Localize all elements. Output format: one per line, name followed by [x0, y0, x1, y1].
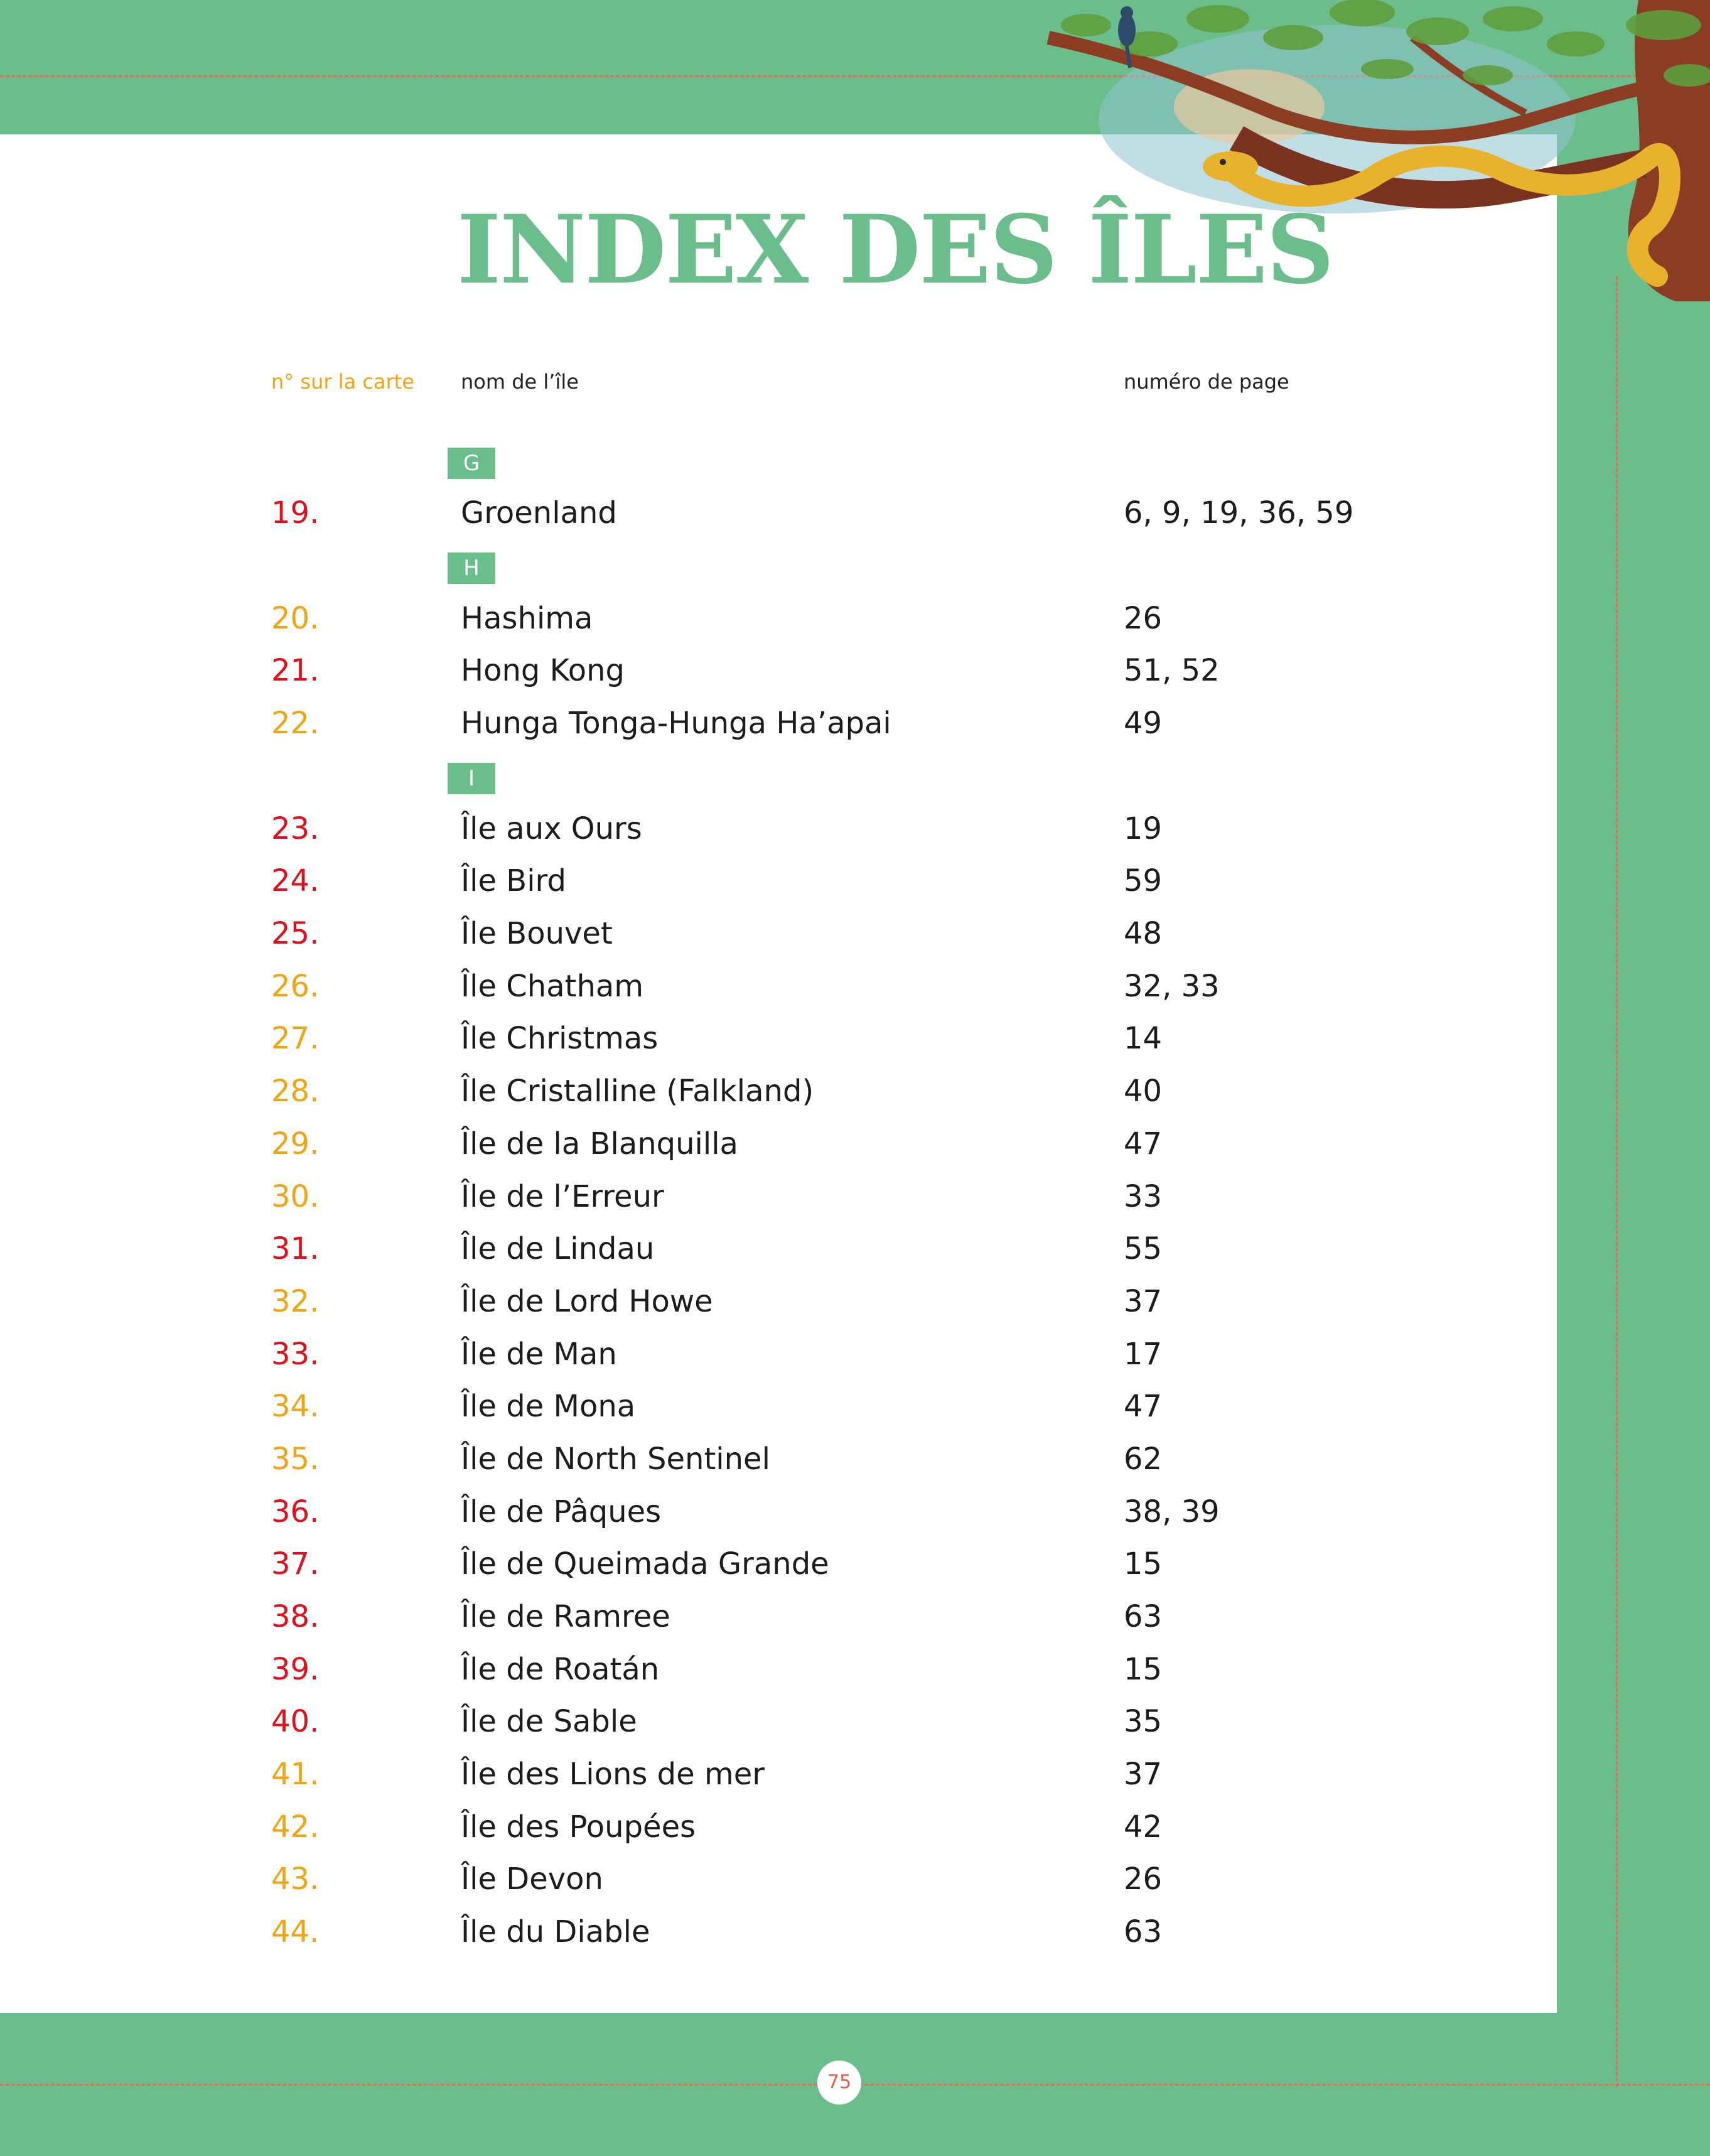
index-entry: [0, 964, 1444, 1008]
header-page-number: numéro de page: [1124, 370, 1289, 394]
snake-eye: [1220, 159, 1226, 165]
entry-page-numbers: 6, 9, 19, 36, 59: [1124, 495, 1354, 531]
entry-map-number: 23.: [271, 811, 320, 846]
index-entry: [0, 1595, 1444, 1639]
index-entry: [0, 1910, 1444, 1954]
index-entry: [0, 701, 1444, 745]
entry-map-number: 36.: [271, 1494, 320, 1529]
entry-island-name: Île de Roatán: [461, 1652, 660, 1687]
entry-island-name: Île du Diable: [461, 1914, 650, 1949]
entry-island-name: Île de Mona: [461, 1389, 636, 1424]
entry-page-numbers: 62: [1124, 1442, 1163, 1477]
entry-island-name: Hong Kong: [461, 653, 625, 688]
entry-map-number: 40.: [271, 1704, 320, 1739]
entry-island-name: Hashima: [461, 601, 593, 636]
index-entry: [0, 1805, 1444, 1849]
entry-island-name: Île de l’Erreur: [461, 1179, 664, 1214]
entry-island-name: Île de Man: [461, 1337, 617, 1372]
index-entry: [0, 912, 1444, 956]
index-entry: [0, 491, 1444, 535]
entry-map-number: 30.: [271, 1179, 320, 1214]
entry-island-name: Île aux Ours: [461, 811, 642, 846]
entry-island-name: Île de Ramree: [461, 1599, 670, 1634]
index-entry: [0, 1490, 1444, 1534]
entry-page-numbers: 35: [1124, 1704, 1163, 1739]
entry-map-number: 22.: [271, 706, 320, 741]
index-entry: [0, 1384, 1444, 1428]
entry-map-number: 39.: [271, 1652, 320, 1687]
entry-island-name: Île de Queimada Grande: [461, 1546, 829, 1582]
entry-page-numbers: 33: [1124, 1179, 1163, 1214]
entry-map-number: 44.: [271, 1914, 320, 1949]
entry-map-number: 19.: [271, 495, 320, 531]
index-entry: [0, 1175, 1444, 1219]
letter-badge-i: I: [448, 763, 495, 794]
entry-page-numbers: 49: [1124, 706, 1163, 741]
entry-island-name: Île des Poupées: [461, 1809, 696, 1845]
entry-island-name: Île des Lions de mer: [461, 1757, 765, 1792]
entry-page-numbers: 59: [1124, 863, 1163, 898]
entry-island-name: Île de Pâques: [461, 1494, 662, 1529]
entry-island-name: Île de Lindau: [461, 1231, 655, 1266]
entry-page-numbers: 51, 52: [1124, 653, 1220, 688]
entry-page-numbers: 37: [1124, 1284, 1163, 1319]
entry-map-number: 42.: [271, 1809, 320, 1845]
entry-page-numbers: 32, 33: [1124, 969, 1220, 1004]
entry-island-name: Île Cristalline (Falkland): [461, 1074, 814, 1109]
entry-island-name: Île de Lord Howe: [461, 1284, 713, 1319]
entry-map-number: 28.: [271, 1074, 320, 1109]
page-number: 75: [817, 2061, 861, 2105]
index-entry: [0, 859, 1444, 903]
entry-island-name: Île Christmas: [461, 1021, 659, 1056]
entry-page-numbers: 40: [1124, 1074, 1163, 1109]
entry-map-number: 31.: [271, 1231, 320, 1266]
entry-map-number: 34.: [271, 1389, 320, 1424]
index-entry: [0, 1542, 1444, 1586]
entry-map-number: 20.: [271, 601, 320, 636]
entry-page-numbers: 26: [1124, 1862, 1163, 1897]
entry-map-number: 32.: [271, 1284, 320, 1319]
entry-page-numbers: 47: [1124, 1126, 1163, 1162]
entry-island-name: Île de North Sentinel: [461, 1442, 770, 1477]
index-entry: [0, 1857, 1444, 1901]
entry-island-name: Île Chatham: [461, 969, 644, 1004]
entry-page-numbers: 17: [1124, 1337, 1163, 1372]
entry-island-name: Groenland: [461, 495, 617, 531]
entry-island-name: Hunga Tonga-Hunga Ha’apai: [461, 706, 891, 741]
entry-page-numbers: 14: [1124, 1021, 1163, 1056]
entry-map-number: 21.: [271, 653, 320, 688]
index-entry: [0, 1752, 1444, 1796]
index-entry: [0, 1647, 1444, 1691]
entry-map-number: 24.: [271, 863, 320, 898]
index-entry: [0, 1437, 1444, 1481]
entry-map-number: 26.: [271, 969, 320, 1004]
index-entry: [0, 1280, 1444, 1323]
entry-map-number: 37.: [271, 1546, 320, 1582]
letter-badge-g: G: [448, 448, 495, 479]
entry-page-numbers: 15: [1124, 1546, 1163, 1582]
entry-map-number: 25.: [271, 916, 320, 951]
entry-map-number: 41.: [271, 1757, 320, 1792]
entry-page-numbers: 63: [1124, 1914, 1163, 1949]
entry-page-numbers: 47: [1124, 1389, 1163, 1424]
page-title: INDEX DES ÎLES: [457, 195, 1333, 305]
index-entry: [0, 1122, 1444, 1166]
entry-island-name: Île Bouvet: [461, 916, 613, 951]
entry-page-numbers: 37: [1124, 1757, 1163, 1792]
letter-badge-h: H: [448, 552, 495, 584]
entry-map-number: 33.: [271, 1337, 320, 1372]
entry-page-numbers: 42: [1124, 1809, 1163, 1845]
index-entry: [0, 596, 1444, 640]
entry-island-name: Île de la Blanquilla: [461, 1126, 738, 1162]
entry-page-numbers: 48: [1124, 916, 1163, 951]
index-entry: [0, 807, 1444, 851]
entry-page-numbers: 26: [1124, 601, 1163, 636]
snake-head: [1203, 151, 1258, 181]
header-map-number: n° sur la carte: [271, 370, 414, 394]
entry-page-numbers: 55: [1124, 1231, 1163, 1266]
entry-island-name: Île de Sable: [461, 1704, 637, 1739]
entry-map-number: 43.: [271, 1862, 320, 1897]
entry-page-numbers: 19: [1124, 811, 1163, 846]
index-entry: [0, 1227, 1444, 1271]
index-entry: [0, 1332, 1444, 1376]
entry-island-name: Île Bird: [461, 863, 566, 898]
entry-map-number: 29.: [271, 1126, 320, 1162]
entry-map-number: 35.: [271, 1442, 320, 1477]
index-entry: [0, 1700, 1444, 1744]
index-entry: [0, 649, 1444, 693]
entry-map-number: 38.: [271, 1599, 320, 1634]
entry-island-name: Île Devon: [461, 1862, 603, 1897]
index-entry: [0, 1016, 1444, 1060]
entry-page-numbers: 15: [1124, 1652, 1163, 1687]
entry-page-numbers: 38, 39: [1124, 1494, 1220, 1529]
entry-map-number: 27.: [271, 1021, 320, 1056]
index-entry: [0, 1069, 1444, 1113]
header-island-name: nom de l’île: [461, 370, 579, 394]
right-dashed-border: [1616, 276, 1618, 2087]
entry-page-numbers: 63: [1124, 1599, 1163, 1634]
